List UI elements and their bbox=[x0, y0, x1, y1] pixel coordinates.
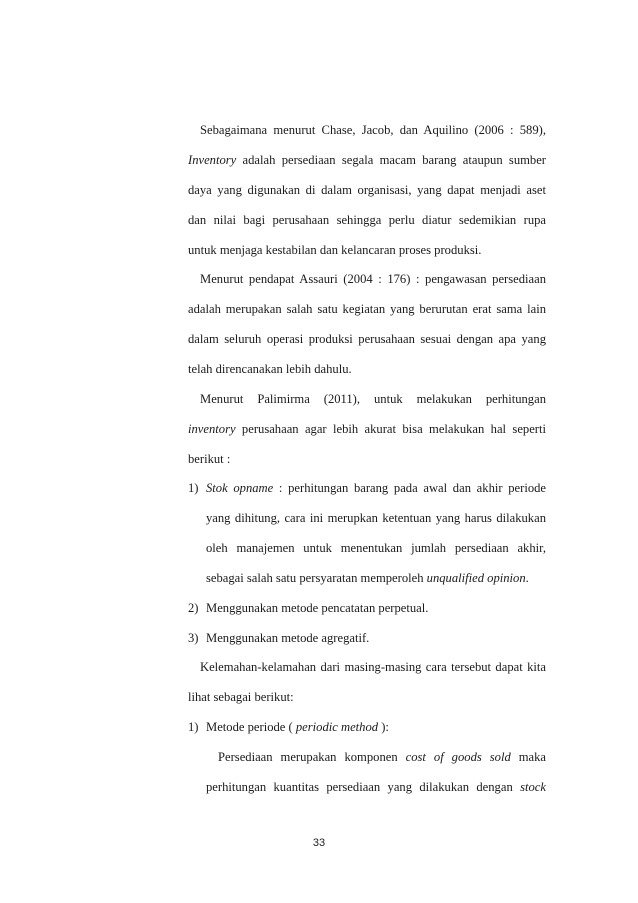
paragraph-line: Menurut pendapat Assauri (2004 : 176) : pengawasan persediaan bbox=[200, 272, 546, 286]
paragraph-line: untuk menjaga kestabilan dan kelancaran proses produksi. bbox=[188, 243, 482, 257]
text-span: Persediaan merupakan komponen bbox=[218, 750, 406, 764]
list-item bbox=[188, 630, 546, 646]
italic-term: Stok opname bbox=[206, 481, 274, 495]
paragraph-line bbox=[188, 152, 546, 168]
italic-term: periodic method bbox=[295, 720, 379, 734]
list-item bbox=[188, 719, 546, 735]
list-number: 1) bbox=[188, 720, 199, 734]
italic-term: Inventory bbox=[188, 153, 237, 167]
paragraph-line: adalah merupakan salah satu kegiatan yang berurutan erat sama lain bbox=[188, 302, 546, 316]
page-number: 33 bbox=[312, 837, 326, 849]
paragraph-line bbox=[188, 421, 546, 437]
list-number: 1) bbox=[188, 481, 199, 495]
italic-term: unqualified opinion bbox=[426, 571, 526, 585]
list-number: 2) bbox=[188, 601, 199, 615]
text-span: maka bbox=[510, 750, 547, 764]
paragraph-line: dalam seluruh operasi produksi perusahaan sesuai dengan apa yang bbox=[188, 332, 546, 346]
list-item-line bbox=[218, 749, 546, 765]
paragraph-line: lihat sebagai berikut: bbox=[188, 690, 294, 704]
italic-term: stock bbox=[520, 780, 546, 794]
paragraph-line: Menurut Palimirma (2011), untuk melakukan perhitungan bbox=[200, 392, 546, 406]
paragraph-line: Kelemahan-kelamahan dari masing-masing cara tersebut dapat kita bbox=[200, 660, 546, 674]
list-number: 3) bbox=[188, 631, 199, 645]
list-item-line: oleh manajemen untuk menentukan jumlah persediaan akhir, bbox=[206, 541, 546, 555]
paragraph-line: telah direncanakan lebih dahulu. bbox=[188, 362, 352, 376]
paragraph-line: Sebagaimana menurut Chase, Jacob, dan Aquilino (2006 : 589), bbox=[200, 123, 546, 137]
italic-term: inventory bbox=[188, 422, 236, 436]
italic-term: cost of goods sold bbox=[405, 750, 511, 764]
list-item-line bbox=[206, 570, 546, 586]
list-item-line bbox=[206, 779, 546, 795]
text-span: Menggunakan metode pencatatan perpetual. bbox=[206, 601, 429, 615]
text-span: sebagai salah satu persyaratan memperoleh bbox=[206, 571, 427, 585]
paragraph-line: dan nilai bagi perusahaan sehingga perlu diatur sedemikian rupa bbox=[188, 213, 546, 227]
list-item-line: yang dihitung, cara ini merupkan ketentuan yang harus dilakukan bbox=[206, 511, 546, 525]
text-span: Menggunakan metode agregatif. bbox=[206, 631, 370, 645]
list-item bbox=[188, 600, 546, 616]
list-item bbox=[188, 480, 546, 496]
text-span: ): bbox=[378, 720, 389, 734]
paragraph-line: daya yang digunakan di dalam organisasi, yang dapat menjadi aset bbox=[188, 183, 546, 197]
text-span: perhitungan kuantitas persediaan yang dilakukan dengan bbox=[206, 780, 521, 794]
text-span: adalah persediaan segala macam barang ataupun sumber bbox=[236, 153, 546, 167]
text-span: : perhitungan barang pada awal dan akhir periode bbox=[273, 481, 546, 495]
text-span: Metode periode ( bbox=[206, 720, 296, 734]
text-span: perusahaan agar lebih akurat bisa melakukan hal seperti bbox=[235, 422, 546, 436]
text-span: . bbox=[525, 571, 529, 585]
paragraph-line: berikut : bbox=[188, 452, 231, 466]
